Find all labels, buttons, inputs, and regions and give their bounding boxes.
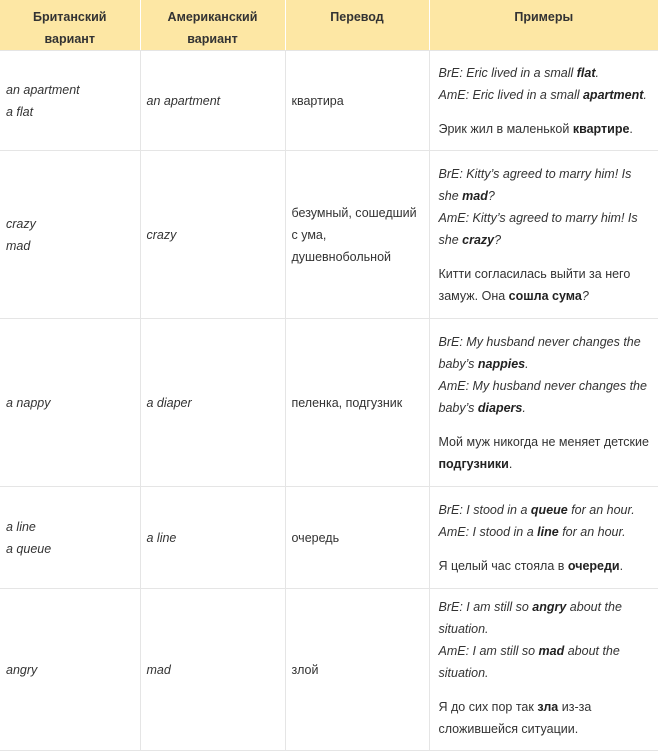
header-british: Британский вариант [0,0,140,51]
table-row [0,319,658,487]
example-translation: Эрик жил в маленькой квартире. [438,121,633,136]
american-cell: a line [140,487,285,589]
example-translation: Я до сих пор так зла из-за сложившейся ситуации. [438,700,592,736]
example-ame: AmE: Kitty’s agreed to marry him! Is she crazy? [438,210,638,247]
header-translation: Перевод [285,0,429,51]
example-bre: BrE: I stood in a queue for an hour. [438,502,635,517]
example-translation: Китти согласилась выйти за него замуж. Она сошла сума? [438,266,631,303]
translation-cell: квартира [285,51,429,151]
header-examples: Примеры [429,0,658,51]
examples-cell [429,589,658,751]
header-row [0,0,658,51]
examples-cell [429,51,658,151]
table-row [0,151,658,319]
example-bre: BrE: I am still so angry about the situation. [438,600,622,636]
example-ame: AmE: I am still so mad about the situation. [438,644,620,680]
british-term: a queue [6,541,52,556]
table-row [0,487,658,589]
american-cell: a diaper [140,319,285,487]
british-cell [0,319,140,487]
british-term: an apartment [6,82,80,97]
british-cell [0,487,140,589]
example-translation: Мой муж никогда не меняет детские подгузники. [438,434,649,471]
british-cell [0,589,140,751]
british-term: mad [6,238,31,253]
translation-cell: очередь [285,487,429,589]
british-cell [0,151,140,319]
american-cell: mad [140,589,285,751]
example-bre: BrE: Kitty’s agreed to marry him! Is she mad? [438,166,632,203]
example-ame: AmE: I stood in a line for an hour. [438,524,626,539]
examples-cell [429,487,658,589]
example-bre: BrE: My husband never changes the baby’s nappies. [438,334,641,371]
british-term: angry [6,662,38,677]
british-term: a line [6,519,36,534]
example-bre: BrE: Eric lived in a small flat. [438,65,599,80]
american-cell: crazy [140,151,285,319]
table-row [0,589,658,751]
examples-cell [429,319,658,487]
british-term: a nappy [6,395,51,410]
translation-cell: злой [285,589,429,751]
header-american: Американский вариант [140,0,285,51]
british-term: crazy [6,216,36,231]
example-translation: Я целый час стояла в очереди. [438,558,624,573]
example-ame: AmE: My husband never changes the baby’s diapers. [438,378,647,415]
example-ame: AmE: Eric lived in a small apartment. [438,87,647,102]
table-row [0,51,658,151]
examples-cell [429,151,658,319]
british-cell [0,51,140,151]
british-term: a flat [6,104,34,119]
translation-cell: безумный, сошедший с ума, душевнобольной [285,151,429,319]
american-cell: an apartment [140,51,285,151]
translation-cell: пеленка, подгузник [285,319,429,487]
